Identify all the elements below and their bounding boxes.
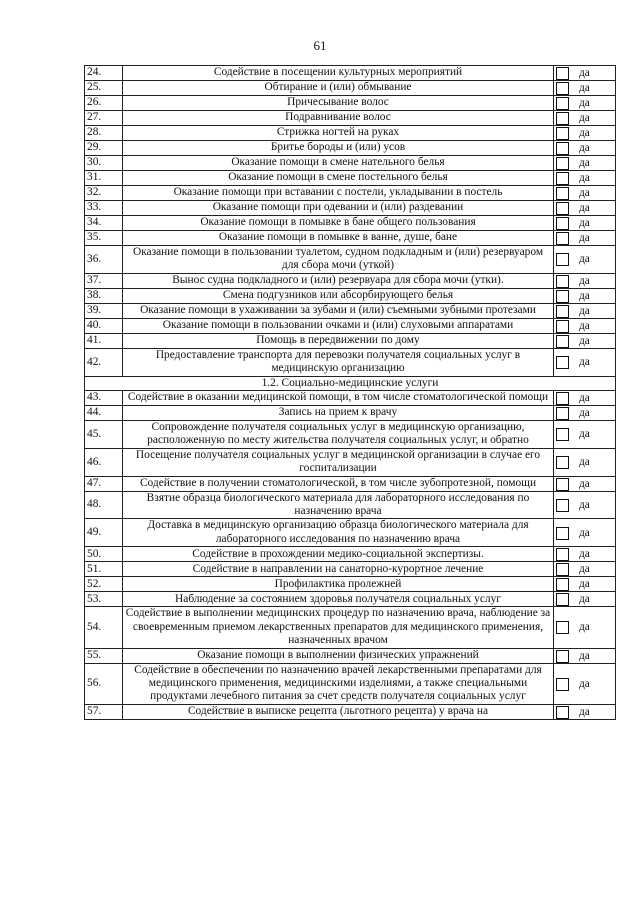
answer-label: да [579, 67, 590, 79]
service-name: Содействие в оказании медицинской помощи, в том числе стоматологической помощи [123, 391, 554, 406]
service-name: Стрижка ногтей на руках [123, 126, 554, 141]
answer-cell [554, 648, 616, 663]
answer-cell [554, 186, 616, 201]
table-row [85, 126, 616, 141]
checkbox[interactable] [556, 97, 569, 110]
row-number: 31. [85, 171, 123, 186]
checkbox[interactable] [556, 320, 569, 333]
table-row [85, 704, 616, 719]
answer-label: да [579, 253, 590, 266]
row-number: 40. [85, 318, 123, 333]
answer-cell [554, 66, 616, 81]
answer-label: да [579, 157, 590, 169]
answer-label: да [579, 593, 590, 606]
table-row [85, 491, 616, 519]
checkbox[interactable] [556, 67, 569, 80]
table-row [85, 216, 616, 231]
checkbox[interactable] [556, 217, 569, 230]
answer-label: да [579, 304, 590, 317]
row-number: 29. [85, 141, 123, 156]
table-row [85, 577, 616, 592]
service-name: Запись на прием к врачу [123, 406, 554, 421]
table-row [85, 273, 616, 288]
answer-label: да [579, 202, 590, 214]
service-name: Оказание помощи при одевании и (или) раздевании [123, 201, 554, 216]
answer-label: да [579, 82, 590, 94]
service-name: Оказание помощи в выполнении физических упражнений [123, 648, 554, 663]
row-number: 34. [85, 216, 123, 231]
checkbox[interactable] [556, 253, 569, 266]
answer-cell [554, 421, 616, 449]
answer-cell [554, 577, 616, 592]
row-number: 53. [85, 592, 123, 607]
answer-label: да [579, 649, 590, 662]
row-number: 37. [85, 273, 123, 288]
answer-label: да [579, 677, 590, 690]
row-number: 39. [85, 303, 123, 318]
checkbox[interactable] [556, 187, 569, 200]
row-number: 51. [85, 562, 123, 577]
service-name: Содействие в выписке рецепта (льготного рецепта) у врача на [123, 704, 554, 719]
service-name: Содействие в получении стоматологической, в том числе зубопротезной, помощи [123, 476, 554, 491]
table-row [85, 231, 616, 246]
answer-label: да [579, 217, 590, 229]
checkbox[interactable] [556, 112, 569, 125]
row-number: 44. [85, 406, 123, 421]
section-title: 1.2. Социально-медицинские услуги [85, 376, 616, 390]
answer-cell [554, 562, 616, 577]
row-number: 45. [85, 421, 123, 449]
table-row [85, 333, 616, 348]
checkbox[interactable] [556, 142, 569, 155]
table-row [85, 186, 616, 201]
service-name: Вынос судна подкладного и (или) резервуара для сбора мочи (утки). [123, 273, 554, 288]
answer-cell [554, 111, 616, 126]
service-name: Подравнивание волос [123, 111, 554, 126]
table-row [85, 66, 616, 81]
answer-cell [554, 201, 616, 216]
checkbox[interactable] [556, 127, 569, 140]
answer-cell [554, 81, 616, 96]
row-number: 52. [85, 577, 123, 592]
answer-label: да [579, 548, 590, 561]
checkbox[interactable] [556, 650, 569, 663]
checkbox[interactable] [556, 335, 569, 348]
checkbox[interactable] [556, 232, 569, 245]
answer-cell [554, 246, 616, 274]
table-row [85, 547, 616, 562]
checkbox[interactable] [556, 678, 569, 691]
checkbox[interactable] [556, 172, 569, 185]
row-number: 46. [85, 448, 123, 476]
answer-cell [554, 448, 616, 476]
table-row [85, 421, 616, 449]
table-row [85, 519, 616, 547]
answer-cell [554, 663, 616, 704]
row-number: 50. [85, 547, 123, 562]
table-row [85, 156, 616, 171]
service-name: Причесывание волос [123, 96, 554, 111]
answer-cell [554, 406, 616, 421]
checkbox[interactable] [556, 706, 569, 719]
table-row [85, 96, 616, 111]
answer-label: да [579, 127, 590, 139]
row-number: 32. [85, 186, 123, 201]
row-number: 55. [85, 648, 123, 663]
answer-label: да [579, 289, 590, 302]
table-row [85, 607, 616, 648]
table-row [85, 476, 616, 491]
table-row [85, 288, 616, 303]
service-name: Бритье бороды и (или) усов [123, 141, 554, 156]
checkbox[interactable] [556, 499, 569, 512]
row-number: 48. [85, 491, 123, 519]
checkbox[interactable] [556, 563, 569, 576]
row-number: 56. [85, 663, 123, 704]
checkbox[interactable] [556, 356, 569, 369]
answer-cell [554, 231, 616, 246]
service-name: Смена подгузников или абсорбирующего белья [123, 288, 554, 303]
answer-label: да [579, 428, 590, 441]
service-name: Содействие в обеспечении по назначению врачей лекарственными препаратами для медицинского применения, медицинскими изделиями, а также специальными продуктами лечебного питания за счет средств получателя социальных услуг [123, 663, 554, 704]
row-number: 33. [85, 201, 123, 216]
checkbox[interactable] [556, 202, 569, 215]
answer-cell [554, 318, 616, 333]
row-number: 24. [85, 66, 123, 81]
answer-cell [554, 391, 616, 406]
service-name: Содействие в посещении культурных мероприятий [123, 66, 554, 81]
answer-cell [554, 141, 616, 156]
row-number: 26. [85, 96, 123, 111]
checkbox[interactable] [556, 157, 569, 170]
answer-cell [554, 704, 616, 719]
answer-cell [554, 156, 616, 171]
row-number: 41. [85, 333, 123, 348]
service-name: Предоставление транспорта для перевозки получателя социальных услуг в медицинскую организацию [123, 348, 554, 376]
table-row [85, 171, 616, 186]
section-header-row [85, 376, 616, 390]
answer-cell [554, 96, 616, 111]
answer-label: да [579, 392, 590, 405]
table-row [85, 81, 616, 96]
answer-cell [554, 348, 616, 376]
table-row [85, 348, 616, 376]
answer-label: да [579, 526, 590, 539]
row-number: 54. [85, 607, 123, 648]
answer-label: да [579, 407, 590, 420]
answer-cell [554, 273, 616, 288]
answer-cell [554, 126, 616, 141]
checkbox[interactable] [556, 290, 569, 303]
service-name: Оказание помощи в пользовании туалетом, судном подкладным и (или) резервуаром для сбора мочи (уткой) [123, 246, 554, 274]
checkbox[interactable] [556, 621, 569, 634]
service-name: Оказание помощи в смене нательного белья [123, 156, 554, 171]
answer-cell [554, 303, 616, 318]
service-name: Взятие образца биологического материала для лабораторного исследования по назначению врача [123, 491, 554, 519]
answer-label: да [579, 334, 590, 347]
table-row [85, 562, 616, 577]
answer-cell [554, 607, 616, 648]
row-number: 49. [85, 519, 123, 547]
answer-label: да [579, 274, 590, 287]
row-number: 35. [85, 231, 123, 246]
answer-cell [554, 519, 616, 547]
answer-label: да [579, 142, 590, 154]
row-number: 36. [85, 246, 123, 274]
service-name: Наблюдение за состоянием здоровья получателя социальных услуг [123, 592, 554, 607]
table-row [85, 318, 616, 333]
answer-cell [554, 476, 616, 491]
answer-cell [554, 288, 616, 303]
service-name: Помощь в передвижении по дому [123, 333, 554, 348]
row-number: 43. [85, 391, 123, 406]
checkbox[interactable] [556, 578, 569, 591]
answer-label: да [579, 563, 590, 576]
answer-label: да [579, 621, 590, 634]
service-name: Доставка в медицинскую организацию образца биологического материала для лабораторного исследования по назначению врача [123, 519, 554, 547]
answer-cell [554, 333, 616, 348]
service-name: Обтирание и (или) обмывание [123, 81, 554, 96]
answer-label: да [579, 456, 590, 469]
table-row [85, 663, 616, 704]
service-name: Оказание помощи в пользовании очками и (или) слуховыми аппаратами [123, 318, 554, 333]
answer-label: да [579, 172, 590, 184]
table-row [85, 648, 616, 663]
row-number: 38. [85, 288, 123, 303]
answer-cell [554, 216, 616, 231]
row-number: 28. [85, 126, 123, 141]
answer-label: да [579, 319, 590, 332]
table-row [85, 111, 616, 126]
checkbox[interactable] [556, 593, 569, 606]
service-name: Содействие в прохождении медико-социальной экспертизы. [123, 547, 554, 562]
answer-cell [554, 547, 616, 562]
answer-cell [554, 592, 616, 607]
checkbox[interactable] [556, 305, 569, 318]
service-name: Оказание помощи в помывке в ванне, душе, бане [123, 231, 554, 246]
row-number: 27. [85, 111, 123, 126]
table-row [85, 201, 616, 216]
answer-label: да [579, 705, 590, 718]
page-number: 61 [313, 38, 327, 53]
checkbox[interactable] [556, 456, 569, 469]
answer-label: да [579, 112, 590, 124]
row-number: 30. [85, 156, 123, 171]
checkbox[interactable] [556, 478, 569, 491]
row-number: 57. [85, 704, 123, 719]
answer-label: да [579, 356, 590, 369]
answer-cell [554, 491, 616, 519]
checkbox[interactable] [556, 407, 569, 420]
row-number: 25. [85, 81, 123, 96]
service-name: Оказание помощи в смене постельного белья [123, 171, 554, 186]
checkbox[interactable] [556, 428, 569, 441]
row-number: 47. [85, 476, 123, 491]
service-name: Посещение получателя социальных услуг в медицинской организации в случае его госпитализации [123, 448, 554, 476]
answer-label: да [579, 578, 590, 591]
checkbox[interactable] [556, 82, 569, 95]
checkbox[interactable] [556, 527, 569, 540]
answer-label: да [579, 187, 590, 199]
answer-label: да [579, 97, 590, 109]
service-name: Содействие в направлении на санаторно-курортное лечение [123, 562, 554, 577]
service-name: Сопровождение получателя социальных услуг в медицинскую организацию, расположенную по месту жительства получателя социальных услуг, и обратно [123, 421, 554, 449]
table-row [85, 246, 616, 274]
answer-label: да [579, 499, 590, 512]
service-name: Оказание помощи в помывке в бане общего пользования [123, 216, 554, 231]
checkbox[interactable] [556, 275, 569, 288]
checkbox[interactable] [556, 392, 569, 405]
service-name: Профилактика пролежней [123, 577, 554, 592]
row-number: 42. [85, 348, 123, 376]
table-row [85, 448, 616, 476]
table-row [85, 592, 616, 607]
service-name: Оказание помощи при вставании с постели, укладывании в постель [123, 186, 554, 201]
checkbox[interactable] [556, 548, 569, 561]
table-row [85, 141, 616, 156]
table-row [85, 406, 616, 421]
services-table [84, 65, 616, 720]
service-name: Оказание помощи в ухаживании за зубами и (или) съемными зубными протезами [123, 303, 554, 318]
answer-label: да [579, 232, 590, 244]
service-name: Содействие в выполнении медицинских процедур по назначению врача, наблюдение за своевременным приемом лекарственных препаратов для медицинского применения, назначенных врачом [123, 607, 554, 648]
table-row [85, 391, 616, 406]
answer-label: да [579, 477, 590, 490]
answer-cell [554, 171, 616, 186]
table-row [85, 303, 616, 318]
